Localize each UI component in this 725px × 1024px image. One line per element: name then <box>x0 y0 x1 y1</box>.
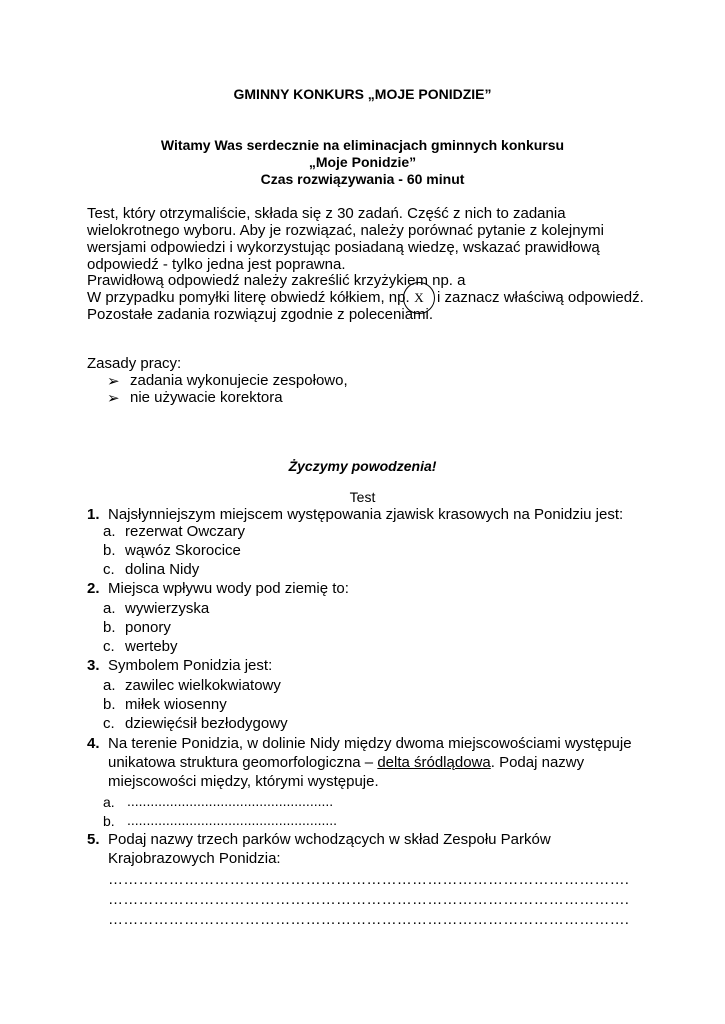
question-text: Symbolem Ponidzia jest: <box>108 657 273 674</box>
underlined-term: delta śródlądowa <box>377 754 491 771</box>
rule-item: zadania wykonujecie zespołowo, <box>130 372 348 389</box>
question-text: Krajobrazowych Ponidzia: <box>108 850 281 867</box>
page-title: GMINNY KONKURS „MOJE PONIDZIE” <box>233 86 492 102</box>
question-number: 3. <box>87 657 100 674</box>
option-letter[interactable]: b. <box>103 696 116 713</box>
question-text-part: . Podaj nazwy <box>490 754 585 771</box>
option-text: wąwóz Skorocice <box>125 542 241 559</box>
option-letter[interactable]: b. <box>103 542 116 559</box>
question-text: Podaj nazwy trzech parków wchodzących w skład Zespołu Parków <box>108 831 551 848</box>
answer-blank[interactable]: …………………………………………………………………………………………. <box>108 891 630 908</box>
rule-item: nie używacie korektora <box>130 389 283 406</box>
option-letter[interactable]: c. <box>103 561 115 578</box>
intro-line: Test, który otrzymaliście, składa się z 30 zadań. Część z nich to zadania <box>87 205 566 222</box>
option-text: zawilec wielkokwiatowy <box>125 677 281 694</box>
answer-blank[interactable]: …………………………………………………………………………………………. <box>108 871 630 888</box>
option-letter[interactable]: c. <box>103 715 115 732</box>
option-text: werteby <box>125 638 178 655</box>
question-number: 1. <box>87 506 100 523</box>
contest-name: „Moje Ponidzie” <box>308 154 417 170</box>
question-text: Na terenie Ponidzia, w dolinie Nidy między dwoma miejscowościami występuje <box>108 735 632 752</box>
question-text: Miejsca wpływu wody pod ziemię to: <box>108 580 349 597</box>
option-letter[interactable]: c. <box>103 638 115 655</box>
question-text: miejscowości między, którymi występuje. <box>108 773 379 790</box>
good-luck-message: Życzymy powodzenia! <box>288 458 437 474</box>
answer-letter: b. <box>103 813 115 829</box>
time-limit: Czas rozwiązywania - 60 minut <box>260 171 465 187</box>
intro-line <box>87 289 410 306</box>
intro-line-start: W przypadku pomyłki literę obwiedź kółkiem, np. <box>87 289 410 306</box>
option-text: miłek wiosenny <box>125 696 227 713</box>
intro-line: Pozostałe zadania rozwiązuj zgodnie z poleceniami. <box>87 306 434 323</box>
option-letter[interactable]: a. <box>103 523 116 540</box>
intro-line-end: i zaznacz właściwą odpowiedź. <box>437 289 644 306</box>
answer-blank[interactable]: ...................................................... <box>127 812 338 828</box>
arrow-bullet-icon: ➢ <box>107 390 120 407</box>
option-letter[interactable]: a. <box>103 677 116 694</box>
question-number: 5. <box>87 831 100 848</box>
question-number: 4. <box>87 735 100 752</box>
test-heading: Test <box>349 489 376 505</box>
option-text: dolina Nidy <box>125 561 200 578</box>
rules-title: Zasady pracy: <box>87 355 182 372</box>
question-text <box>108 754 584 771</box>
option-text: dziewięćsił bezłodygowy <box>125 715 288 732</box>
option-text: ponory <box>125 619 171 636</box>
welcome-line: Witamy Was serdecznie na eliminacjach gminnych konkursu <box>160 137 565 153</box>
option-letter[interactable]: b. <box>103 619 116 636</box>
intro-line: Prawidłową odpowiedź należy zakreślić krzyżykiem np. a <box>87 272 466 289</box>
circled-mark-example: X <box>403 282 435 314</box>
option-text: wywierzyska <box>125 600 210 617</box>
answer-blank[interactable]: …………………………………………………………………………………………. <box>108 911 630 928</box>
question-text-part: unikatowa struktura geomorfologiczna – <box>108 754 378 771</box>
intro-line: wersjami odpowiedzi i wykorzystując posiadaną wiedzę, wskazać prawidłową <box>87 239 600 256</box>
question-number: 2. <box>87 580 100 597</box>
question-text: Najsłynniejszym miejscem występowania zjawisk krasowych na Ponidziu jest: <box>108 506 624 523</box>
arrow-bullet-icon: ➢ <box>107 373 120 390</box>
answer-letter: a. <box>103 794 115 810</box>
option-letter[interactable]: a. <box>103 600 116 617</box>
answer-blank[interactable]: ..................................................... <box>127 793 334 809</box>
option-text: rezerwat Owczary <box>125 523 246 540</box>
intro-line: odpowiedź - tylko jedna jest poprawna. <box>87 256 346 273</box>
intro-line: wielokrotnego wyboru. Aby je rozwiązać, należy porównać pytanie z kolejnymi <box>87 222 604 239</box>
